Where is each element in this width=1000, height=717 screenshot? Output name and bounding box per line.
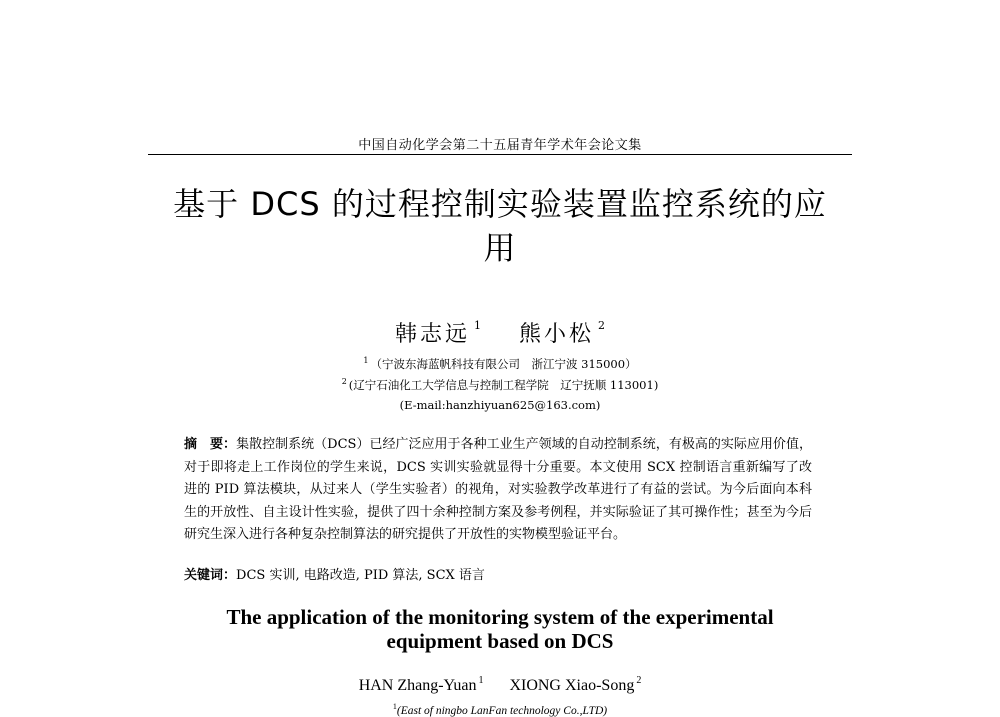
- chinese-title-line-1: 基于 DCS 的过程控制实验装置监控系统的应: [173, 185, 827, 223]
- abstract-text: 集散控制系统（DCS）已经广泛应用于各种工业生产领域的自动控制系统，有极高的实际应用价值，对于即将走上工作岗位的学生来说，DCS 实训实验就显得十分重要。本文使用 SCX 控制语言重新编写了改进的 PID 算法模块，从过来人（学生实验者）的视角，对实验教学改革进行了有益的尝试。为今后面向本科生的开放性、自主设计性实验，提供了四十余种控制方案及参考例程，并实际验证了其可操作性；甚至为今后研究生深入进行各种复杂控制算法的研究提供了开放性的实物模型验证平台。: [184, 437, 812, 542]
- running-header: 中国自动化学会第二十五届青年学术年会论文集: [358, 138, 642, 153]
- chinese-title: [140, 182, 860, 270]
- english-author-mark-2: 2: [636, 675, 642, 686]
- author-mark-2: 2: [598, 319, 606, 332]
- affiliation-2-text: (辽宁石油化工大学信息与控制工程学院 辽宁抚顺 113001): [348, 378, 659, 392]
- author-name-2: 熊小松: [519, 322, 595, 347]
- author-email: (E-mail:hanzhiyuan625@163.com): [399, 398, 601, 412]
- english-title: [140, 605, 860, 653]
- english-authors: [0, 675, 1000, 695]
- abstract-label: 摘 要: [184, 437, 224, 452]
- chinese-authors: [0, 317, 1000, 348]
- english-affiliation: [0, 702, 1000, 717]
- english-author-name-1: HAN Zhang-Yuan: [358, 677, 477, 694]
- english-title-line-1: The application of the monitoring system of the experimental: [226, 605, 774, 629]
- english-title-line-2: equipment based on DCS: [386, 629, 614, 653]
- affiliation-1: [0, 356, 1000, 372]
- abstract: 摘 要：集散控制系统（DCS）已经广泛应用于各种工业生产领域的自动控制系统，有极高的实际应用价值，对于即将走上工作岗位的学生来说，DCS 实训实验就显得十分重要。本文使用 SCX 控制语言重新编写了改进的 PID 算法模块，从过来人（学生实验者）的视角，对实验教学改革进行了有益的尝试。为今后面向本科生的开放性、自主设计性实验，提供了四十余种控制方案及参考例程，并实际验证了其可操作性；甚至为今后研究生深入进行各种复杂控制算法的研究提供了开放性的实物模型验证平台。: [184, 437, 812, 542]
- affiliation-1-mark: 1: [363, 356, 369, 365]
- english-author-name-2: XIONG Xiao-Song: [509, 677, 635, 694]
- author-name-1: 韩志远: [394, 322, 470, 347]
- keywords-label: 关键词: [184, 568, 224, 583]
- affiliation-2-mark: 2: [341, 377, 347, 386]
- keywords-text: DCS 实训, 电路改造, PID 算法, SCX 语言: [236, 568, 485, 583]
- keywords: 关键词：DCS 实训, 电路改造, PID 算法, SCX 语言: [184, 568, 485, 583]
- english-author-mark-1: 1: [478, 675, 484, 686]
- affiliation-2: [0, 377, 1000, 393]
- author-mark-1: 1: [474, 319, 481, 332]
- chinese-title-line-2: 用: [483, 229, 517, 267]
- english-affiliation-mark: 1: [392, 702, 397, 711]
- affiliation-1-text: （宁波东海蓝帆科技有限公司 浙江宁波 315000）: [370, 357, 637, 371]
- header-rule: [148, 154, 852, 155]
- english-affiliation-text: (East of ningbo LanFan technology Co.,LTD): [396, 705, 608, 717]
